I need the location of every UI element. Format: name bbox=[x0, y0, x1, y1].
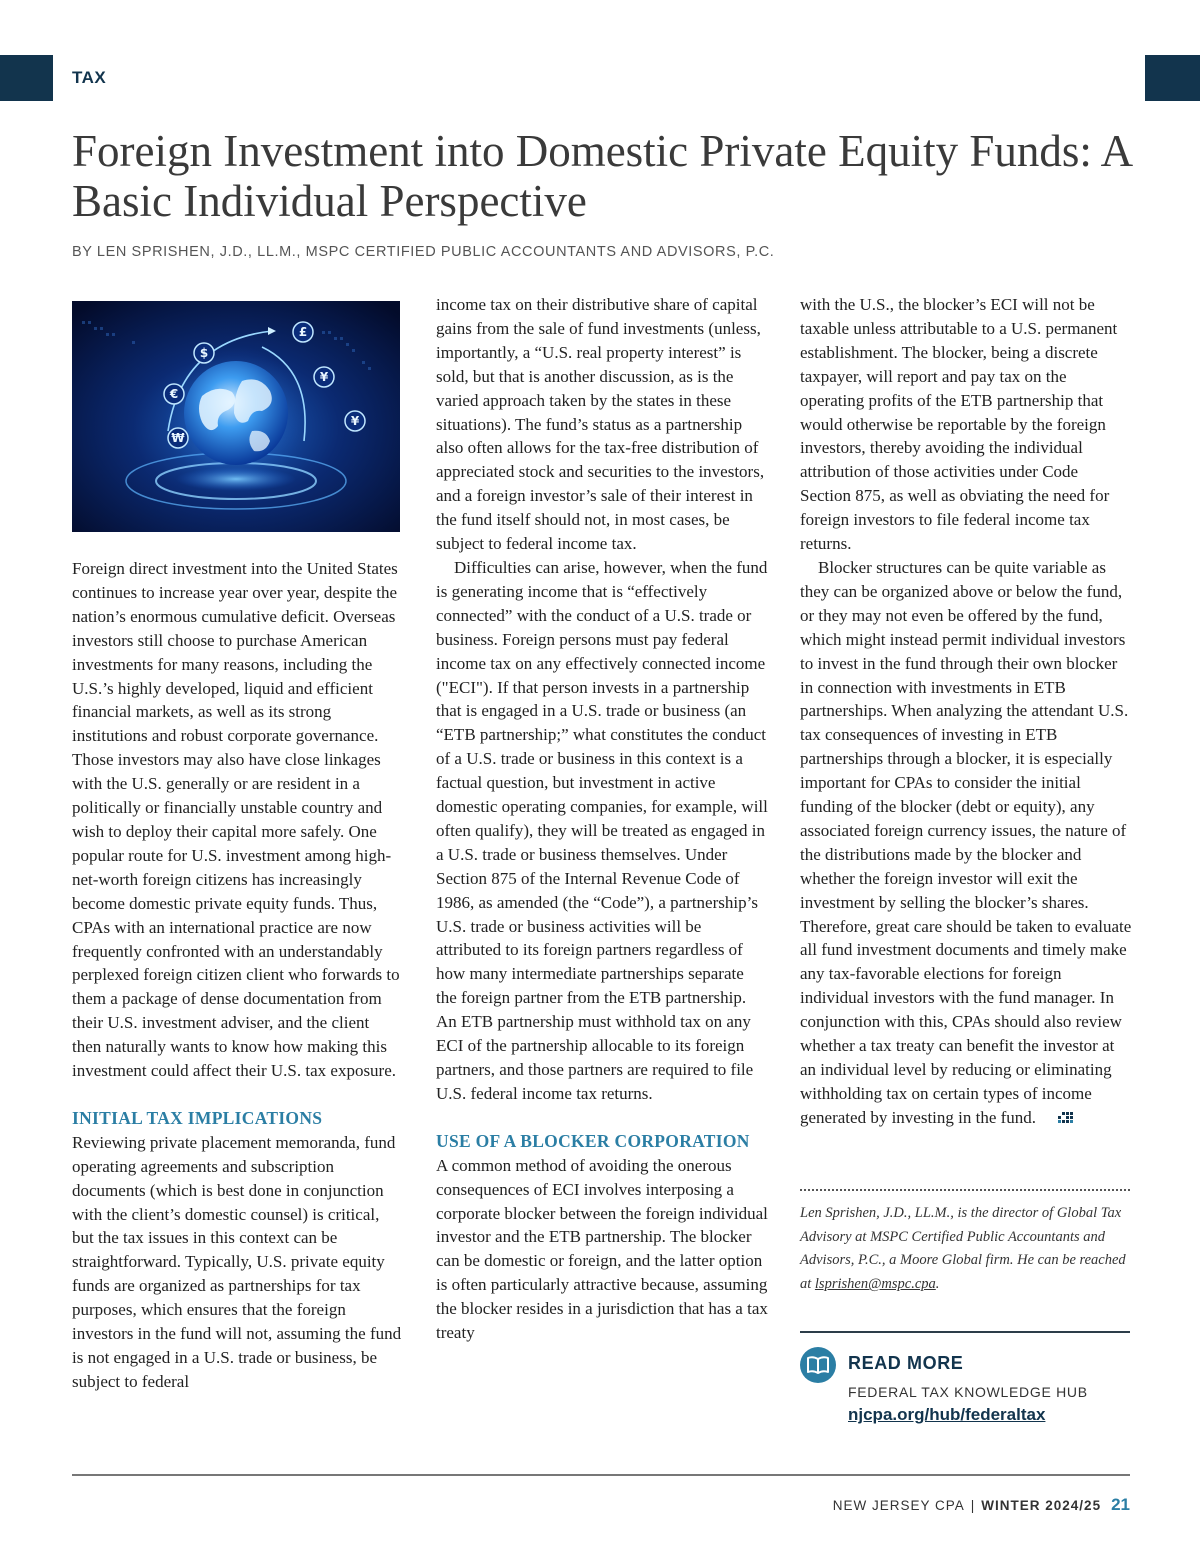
body-paragraph: income tax on their distributive share of capital gains from the sale of fund investments (unless, importantly, a “U.S. real property interest” is sold, but that is another discussion, as is the varied approach taken by the states in these situations). The fund’s status as a partnership also often allows for the tax-free distribution of appreciated stock and securities to the investors, and a foreign investor’s sale of their interest in the fund itself should not, in most cases, be subject to federal income tax. bbox=[436, 295, 765, 554]
author-bio-text: Len Sprishen, J.D., LL.M., is the director of Global Tax Advisory at MSPC Certified Public Accountants and Advisors, P.C., a Moore Global firm. He can be reached at bbox=[800, 1205, 1126, 1293]
body-paragraph-text: Blocker structures can be quite variable as they can be organized above or below the fund, or they may not even be offered by the fund, which might instead permit individual investors to invest in the fund through their own blocker in connection with investments in ETB partnerships. When analyzing the attendant U.S. tax consequences of investing in ETB partnerships through a blocker, it is especially important for CPAs to consider the initial funding of the blocker (debt or equity), any associated foreign currency issues, the nature of the distributions made by the blocker and whether the foreign investor will exit the investment by selling the blocker’s shares. Therefore, great care should be taken to evaluate all fund investment documents and timely make any tax-favorable elections for foreign individual investors with the fund manager. In conjunction with this, CPAs should also review whether a tax treaty can benefit the investor at an individual level by reducing or eliminating withholding tax on certain types of income generated by investing in the fund. bbox=[800, 557, 1132, 1127]
page-footer bbox=[833, 1495, 1130, 1515]
body-paragraph: Reviewing private placement memoranda, fund operating agreements and subscription documents (which is best done in conjunction with the client’s domestic counsel) is critical, but the tax issues in this context can be straightforward. Typically, U.S. private equity funds are organized as partnerships for tax purposes, which ensures that the foreign investors in the fund will not, assuming the fund is not engaged in a U.S. trade or business, be subject to federal bbox=[72, 1132, 402, 1391]
read-more-title: READ MORE bbox=[848, 1353, 964, 1373]
body-paragraph: A common method of avoiding the onerous consequences of ECI involves interposing a corporate blocker between the foreign individual investor and the ETB partnership. The blocker can be domestic or foreign, and the latter option is often particularly attractive because, assuming the blocker resides in a jurisdiction that has a tax treaty bbox=[436, 1155, 768, 1343]
author-bio bbox=[800, 1202, 1130, 1297]
won-symbol: ₩ bbox=[171, 431, 185, 445]
globe-currency-icon bbox=[72, 301, 400, 532]
yen-symbol-2: ¥ bbox=[350, 414, 360, 428]
body-paragraph: Foreign direct investment into the United States continues to increase year over year, despite the nation’s enormous cumulative deficit. Overseas investors still choose to purchase American investments for many reasons, including the U.S.’s highly developed, liquid and efficient financial markets, as well as its strong institutions and robust corporate governance. Those investors may also have close linkages with the U.S. generally or are resident in a politically or financially unstable country and wish to deploy their capital more safely. One popular route for U.S. investment among high-net-worth foreign citizens has increasingly become domestic private equity funds. Thus, CPAs with an international practice are now frequently confronted with an understandably perplexed foreign citizen client who forwards to them a package of dense documentation from their U.S. investment adviser, and the client then naturally wants to know how making this investment could affect their U.S. tax exposure. bbox=[72, 559, 400, 1081]
body-paragraph: Difficulties can arise, however, when the fund is generating income that is “effectively connected” with the conduct of a U.S. trade or business. Foreign persons must pay federal income tax on any effectively connected income ("ECI"). If that person invests in a partnership that is engaged in a U.S. trade or business (an “ETB partnership;” what constitutes the conduct of a U.S. trade or business in this context is a factual question, but investment in active domestic operating companies, for example, will often qualify), they will be treated as engaged in a U.S. trade or business themselves. Under Section 875 of the Internal Revenue Code of 1986, as amended (the “Code”), a partnership’s U.S. trade or business activities will be attributed to its foreign partners regardless of how many intermediate partnerships separate the foreign partner from the ETB partnership. An ETB partnership must withhold tax on any ECI of the partnership allocable to its foreign partners, and those partners are required to file U.S. federal income tax returns. bbox=[436, 557, 768, 1103]
subhead-blocker-corporation: USE OF A BLOCKER CORPORATION bbox=[436, 1130, 750, 1151]
subhead-initial-tax-implications: INITIAL TAX IMPLICATIONS bbox=[72, 1107, 323, 1128]
footer-divider bbox=[72, 1474, 1130, 1476]
euro-symbol: € bbox=[169, 387, 179, 401]
yen-symbol: ¥ bbox=[319, 370, 329, 384]
footer-issue: WINTER 2024/25 bbox=[981, 1498, 1102, 1513]
column-1 bbox=[72, 557, 402, 1394]
article-byline: BY LEN SPRISHEN, J.D., LL.M., MSPC CERTIFIED PUBLIC ACCOUNTANTS AND ADVISORS, P.C. bbox=[72, 244, 775, 260]
footer-publication: NEW JERSEY CPA bbox=[832, 1498, 965, 1513]
dollar-symbol: $ bbox=[199, 346, 209, 360]
pound-symbol: £ bbox=[298, 325, 308, 339]
book-icon bbox=[800, 1347, 836, 1383]
column-2 bbox=[436, 293, 768, 1345]
read-more-subtitle: FEDERAL TAX KNOWLEDGE HUB bbox=[848, 1384, 1088, 1400]
read-more-divider bbox=[800, 1331, 1130, 1333]
author-email-link[interactable]: lsprishen@mspc.cpa bbox=[814, 1276, 936, 1293]
bio-divider bbox=[800, 1189, 1130, 1191]
body-paragraph: with the U.S., the blocker’s ECI will not be taxable unless attributable to a U.S. permanent establishment. The blocker, being a discrete taxpayer, will report and pay tax on the operating profits of the ETB partnership that would otherwise be reportable by the foreign investors, thereby avoiding the individual attribution of those activities under Code Section 875, as well as obviating the need for foreign investors to file federal income tax returns. bbox=[800, 295, 1118, 554]
footer-separator: | bbox=[970, 1498, 976, 1513]
read-more-link[interactable]: njcpa.org/hub/federaltax bbox=[848, 1405, 1046, 1424]
hero-image bbox=[72, 301, 400, 532]
section-tab-right bbox=[1145, 55, 1200, 101]
body-paragraph-final bbox=[800, 556, 1132, 1132]
column-3 bbox=[800, 293, 1132, 1132]
end-mark-icon bbox=[1040, 1108, 1074, 1132]
section-tab-left bbox=[0, 55, 53, 101]
section-label: TAX bbox=[72, 68, 107, 87]
article-title: Foreign Investment into Domestic Private Equity Funds: A Basic Individual Perspective bbox=[72, 126, 1131, 226]
page-number: 21 bbox=[1111, 1495, 1130, 1514]
author-bio-end: . bbox=[935, 1276, 940, 1293]
